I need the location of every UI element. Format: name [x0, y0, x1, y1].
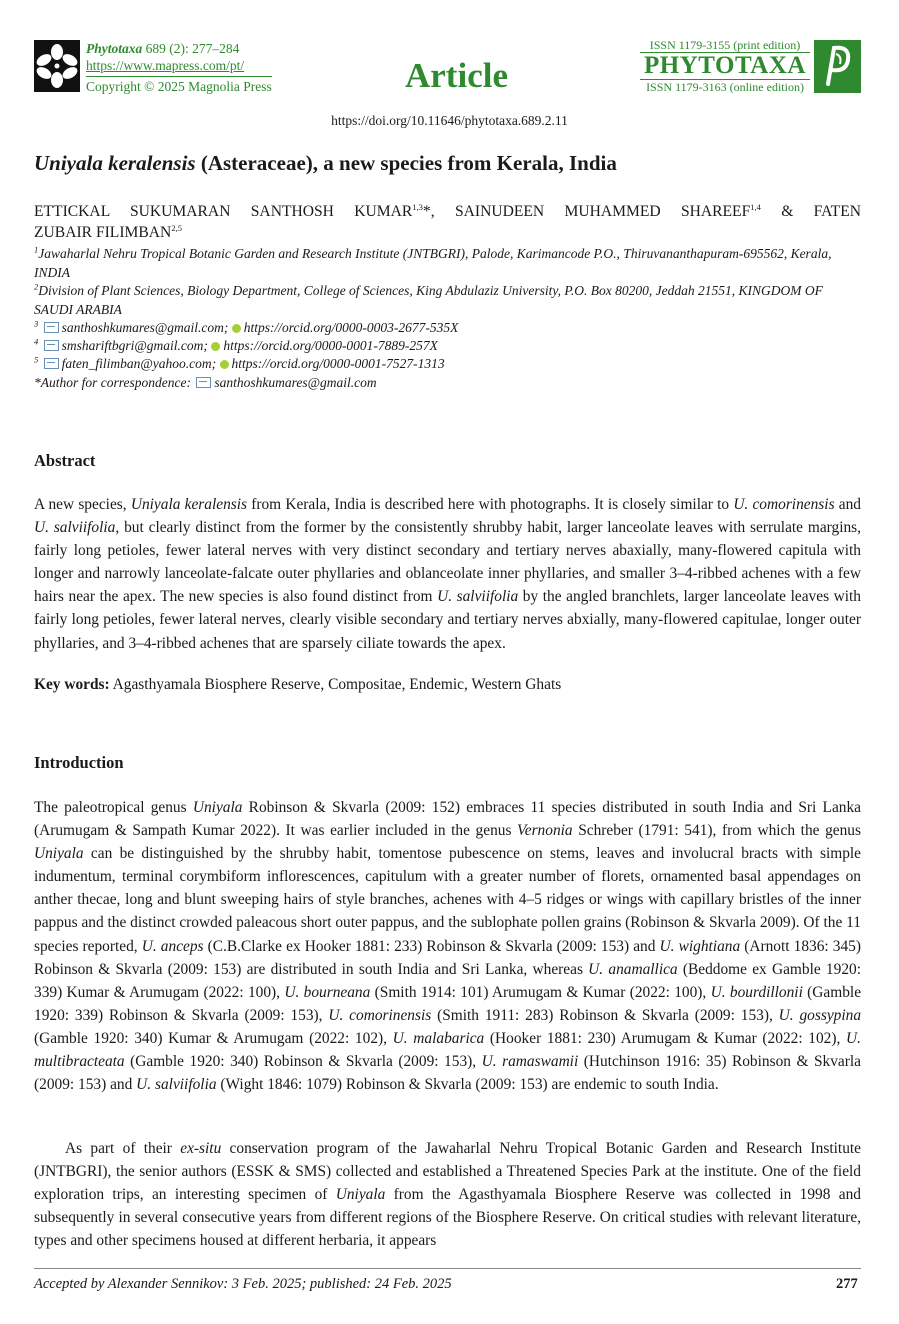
orcid-icon — [220, 360, 229, 369]
italic-text-run: U. malabarica — [392, 1029, 485, 1047]
correspondence-line: *Author for correspondence: santhoshkumares@gmail.com — [34, 375, 377, 390]
italic-text-run: U. anamallica — [588, 960, 678, 978]
contact-line: $^4$ smshariftbgri@gmail.com; https://orcid.org/0000-0001-7889-257X — [34, 336, 438, 353]
journal-info — [86, 40, 272, 95]
text-run: (Gamble 1920: 339) Robinson & Skvarla (2009: 153), — [34, 983, 862, 1024]
flower-icon — [34, 40, 80, 92]
italic-text-run: U. anceps — [141, 937, 204, 955]
text-run: (Smith 1914: 101) Arumugam & Kumar (2022: 100), — [370, 983, 711, 1001]
email-icon — [44, 322, 59, 333]
journal-url-link[interactable]: https://www.mapress.com/pt/ — [86, 58, 245, 73]
introduction-paragraph-1 — [34, 796, 861, 1096]
email-link[interactable]: faten_filimban@yahoo.com; — [61, 356, 217, 371]
journal-flower-logo — [34, 40, 80, 92]
text-run: (Hutchinson 1916: 35) Robinson & Skvarla (2009: 153) and — [34, 1053, 861, 1094]
text-run: can be distinguished by the shrubby habit, tomentose pubescence on stems, leaves and involucral bracts with simple indumentum, terminal corymbiform inflorescences, capitulum with a greater number of florets, ornamented basal appendages on anther thecae, long and blunt sweeping hairs of style branches, achenes with 4–5 ridges or wings with capillary bristles of the inner pappus and the distinct crowded paleacous short outer pappus, and the sublophate pollen grains (Robinson & Skvarla 2009). Of the 11 species reported, — [34, 845, 861, 955]
orcid-link[interactable]: https://orcid.org/0000-0001-7889-257X — [223, 338, 438, 353]
journal-citation: Phytotaxa 689 (2): 277–284 — [86, 41, 240, 56]
abstract-text: A new species, Uniyala keralensis from Kerala, India is described here with photographs. It is closely similar to U. comorinensis and U. salviifolia, but clearly distinct from the former by the consistently shrubby habit, larger lanceolate leaves with serrulate margins, fairly long petioles, fewer lateral nerves with very distinct secondary and tertiary nerves abaxially, many-flowered capitula with longer and narrowly lanceolate-falcate outer phyllaries and oblanceolate inner phyllaries, and smaller 3–4-ribbed achenes with a few hairs near the apex. The new species is also found distinct from U. salviifolia by the angled branchlets, larger lanceolate leaves with fairly long petioles, fewer lateral nerves, clearly visible secondary and tertiary nerves abxially, many-flowered capitulae, longer outer phyllaries, and 3–4-ribbed achenes that are sparsely ciliate towards the apex. — [34, 496, 862, 652]
text-run: (Gamble 1920: 340) Kumar & Arumugam (2022: 102), — [34, 1029, 393, 1047]
introduction-heading: Introduction — [34, 753, 124, 772]
author-list: ETTICKAL SUKUMARAN SANTHOSH KUMAR$^{1,3}$*, SAINUDEEN MUHAMMED SHAREEF$^{1,4}$ & FATEN — [34, 201, 861, 220]
email-icon — [196, 377, 211, 388]
article-type-label: Article — [405, 56, 508, 95]
italic-text-run: ex-situ — [180, 1140, 222, 1157]
text-run: (Arnott 1836: 345) Robinson & Skvarla (2009: 153) are distributed in south India and Sri Lanka, whereas — [34, 937, 861, 978]
copyright: Copyright © 2025 Magnolia Press — [86, 76, 272, 95]
affiliation-1: $^1$Jawaharlal Nehru Tropical Botanic Garden and Research Institute (JNTBGRI), Palode, Karimancode P.O., Thiruvananthapuram-695562, Kerala, INDIA — [34, 244, 832, 280]
footer-divider — [34, 1268, 861, 1269]
orcid-link[interactable]: https://orcid.org/0000-0001-7527-1313 — [231, 356, 445, 371]
email-link[interactable]: santhoshkumares@gmail.com — [214, 375, 377, 390]
publication-dates: Accepted by Alexander Sennikov: 3 Feb. 2025; published: 24 Feb. 2025 — [34, 1276, 452, 1292]
contact-line: $^3$ santhoshkumares@gmail.com; https://orcid.org/0000-0003-2677-535X — [34, 318, 459, 335]
italic-text-run: Uniyala — [192, 799, 243, 816]
italic-text-run: Uniyala — [34, 845, 84, 863]
text-run: from the Agasthyamala Biosphere Reserve was collected in 1998 and subsequently in several consecutive years from different regions of the Biosphere Reserve. On critical studies with relevant literature, types and other specimens housed at different herbaria, it appears — [34, 1186, 861, 1250]
italic-text-run: U. gossypina — [778, 1006, 862, 1024]
text-run: As part of their — [65, 1140, 181, 1157]
text-run: (Gamble 1920: 340) Robinson & Skvarla (2009: 153), — [124, 1053, 482, 1071]
issn-block — [640, 38, 810, 94]
text-run: (Smith 1911: 283) Robinson & Skvarla (2009: 153), — [431, 1006, 779, 1024]
contact-line: $^5$ faten_filimban@yahoo.com; https://orcid.org/0000-0001-7527-1313 — [34, 354, 445, 371]
italic-text-run: U. comorinensis — [328, 1006, 432, 1024]
email-icon — [44, 358, 59, 369]
issn-print: ISSN 1179-3155 (print edition) — [649, 38, 801, 52]
text-run: conservation program of the Jawaharlal Nehru Tropical Botanic Garden and Research Institute (JNTBGRI), the senior authors (ESSK & SMS) collected and established a Threatened Species Park at the institute. One of the field exploration trips, an interesting specimen of — [34, 1140, 861, 1204]
orcid-link[interactable]: https://orcid.org/0000-0003-2677-535X — [243, 320, 459, 335]
issn-online: ISSN 1179-3163 (online edition) — [646, 80, 804, 94]
keywords: Key words: Agasthyamala Biosphere Reserve, Compositae, Endemic, Western Ghats — [34, 676, 562, 693]
orcid-icon — [232, 324, 241, 333]
italic-text-run: U. salviifolia — [136, 1076, 217, 1094]
italic-text-run: U. bourneana — [284, 983, 371, 1001]
abstract-heading: Abstract — [34, 451, 96, 470]
text-run: The paleotropical genus — [34, 799, 193, 816]
email-icon — [44, 340, 59, 351]
doi-link[interactable]: https://doi.org/10.11646/phytotaxa.689.2.11 — [331, 113, 568, 128]
text-run: (Beddome ex Gamble 1920: 339) Kumar & Arumugam (2022: 100), — [34, 960, 861, 1001]
text-run: Robinson & Skvarla (2009: 152) embraces 11 species distributed in south India and Sri Lanka (Arumugam & Sampath Kumar 2022). It was earlier included in the genus — [34, 799, 861, 840]
italic-text-run: U. wightiana — [659, 937, 741, 955]
phytotaxa-p-logo — [814, 40, 861, 93]
author-list-continued: ZUBAIR FILIMBAN$^{2,5}$ — [34, 222, 182, 241]
email-link[interactable]: santhoshkumares@gmail.com; — [61, 320, 229, 335]
introduction-paragraph-2 — [34, 1137, 861, 1252]
text-run: (C.B.Clarke ex Hooker 1881: 233) Robinson & Skvarla (2009: 153) and — [203, 937, 660, 955]
leaf-p-icon — [814, 40, 861, 93]
italic-text-run: U. ramaswamii — [481, 1053, 579, 1071]
text-run: (Hooker 1881: 230) Arumugam & Kumar (2022: 102), — [484, 1029, 847, 1047]
affiliation-2: $^2$Division of Plant Sciences, Biology Department, College of Sciences, King Abdulaziz University, P.O. Box 80200, Jeddah 21551, KINGDOM OF SAUDI ARABIA — [34, 281, 823, 317]
text-run: (Wight 1846: 1079) Robinson & Skvarla (2009: 153) are endemic to south India. — [216, 1076, 719, 1094]
email-link[interactable]: smshariftbgri@gmail.com; — [61, 338, 208, 353]
page-title: Uniyala keralensis (Asteraceae), a new species from Kerala, India — [34, 151, 617, 175]
italic-text-run: Uniyala — [335, 1186, 386, 1204]
italic-text-run: Vernonia — [517, 822, 573, 840]
brand-name: PHYTOTAXA — [640, 52, 810, 80]
italic-text-run: U. bourdillonii — [710, 983, 803, 1001]
orcid-icon — [211, 342, 220, 351]
page-number: 277 — [836, 1276, 858, 1292]
italic-text-run: U. multibracteata — [34, 1029, 861, 1071]
text-run: Schreber (1791: 541), from which the genus — [572, 822, 861, 840]
